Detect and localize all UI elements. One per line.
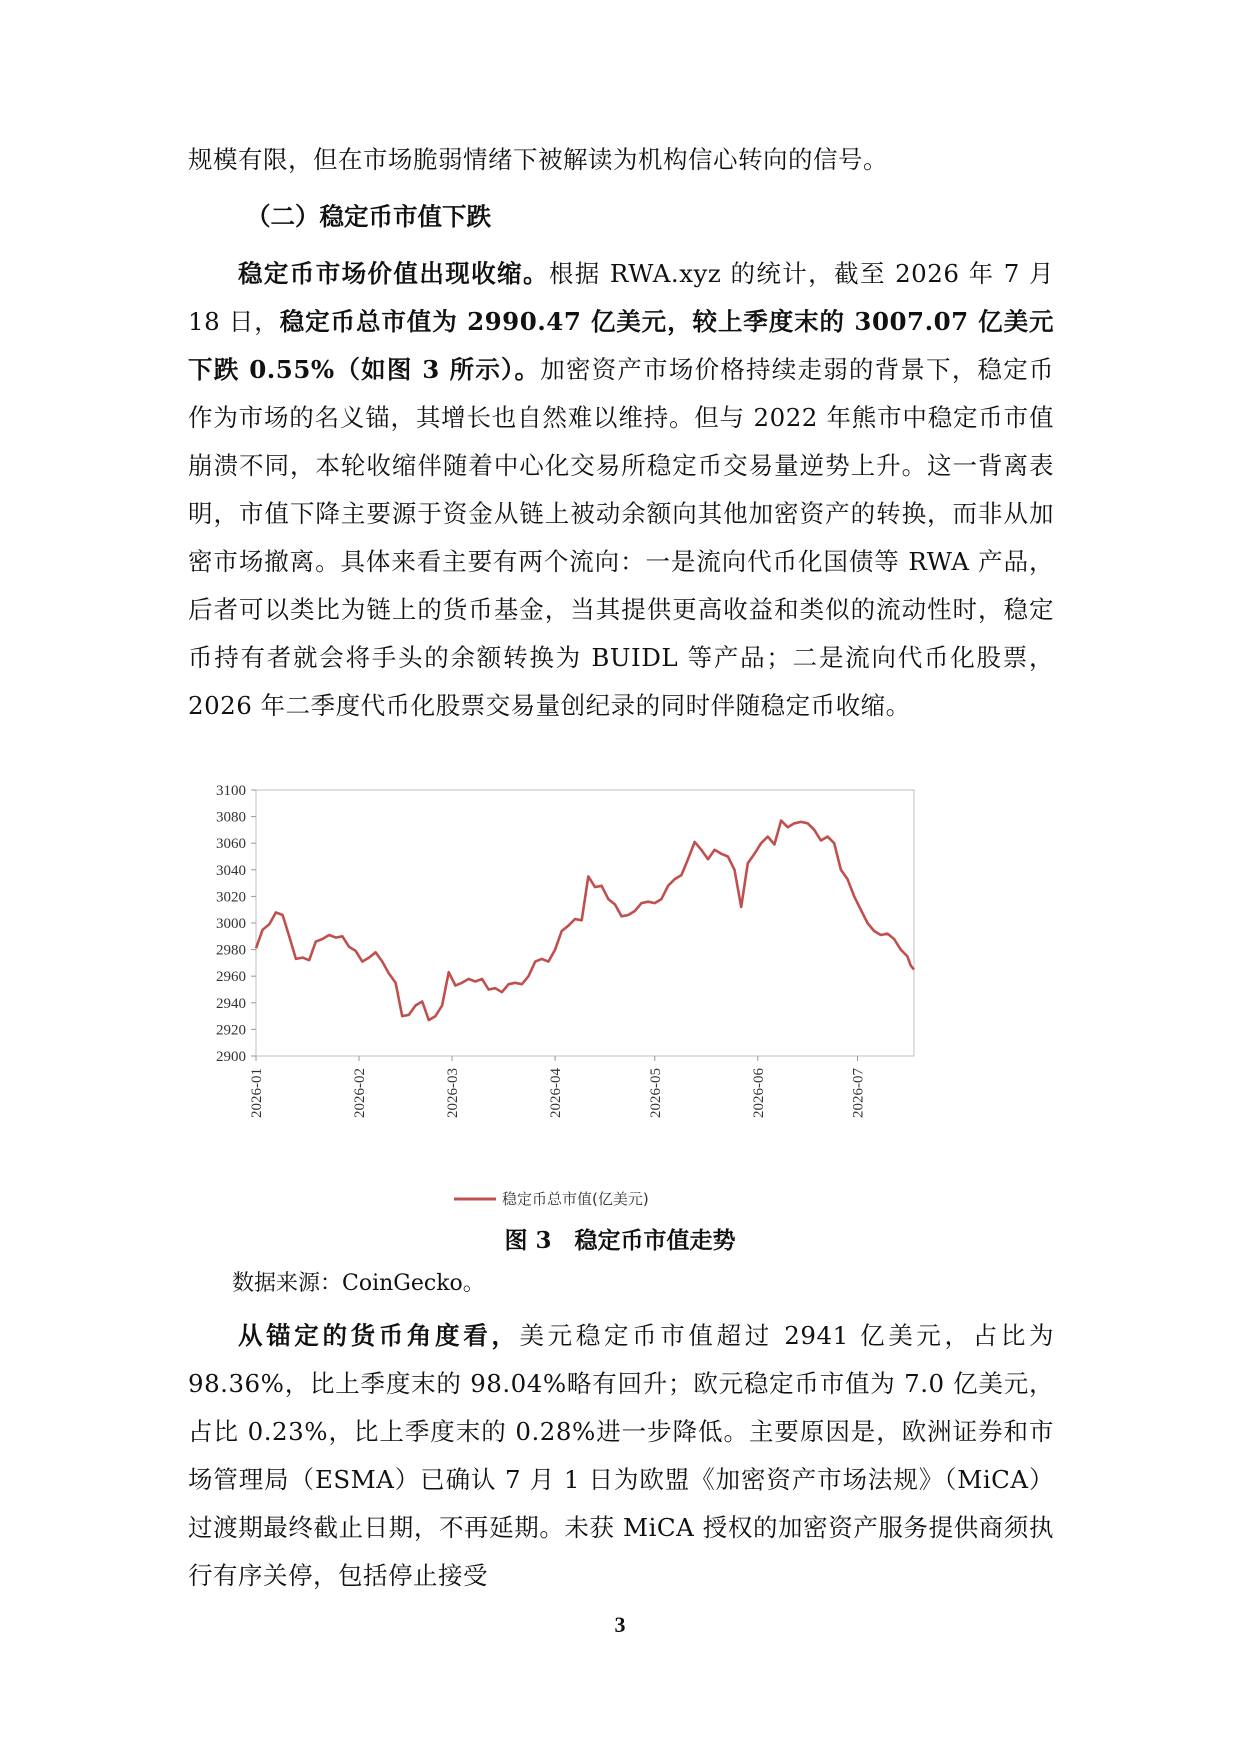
x-tick-label: 2026-05: [647, 1068, 664, 1118]
y-tick-label: 3000: [216, 916, 246, 932]
paragraph-text: 根据 RWA.xyz 的统计，截至 2026 年 7 月 18 日，: [188, 259, 1054, 336]
section-heading: （二）稳定币市值下跌: [246, 202, 491, 231]
paragraph-currency-peg: [188, 1312, 1054, 1600]
y-tick-label: 3020: [216, 889, 246, 906]
y-tick-label: 2980: [216, 942, 246, 959]
page-number: 3: [614, 1612, 626, 1637]
y-tick-label: 2900: [216, 1049, 246, 1065]
paragraph-lead: 稳定币市场价值出现收缩。: [238, 259, 549, 288]
series-line: [256, 821, 914, 1021]
paragraph-text: 美元稳定币市值超过 2941 亿美元，占比为 98.36%，比上季度末的 98.04%略有回升；欧元稳定币市值为 7.0 亿美元，占比 0.23%，比上季度末的 0.28%进一步降低。主要原因是，欧洲证券和市场管理局（ESMA）已确认 7 月 1 日为欧盟《加密资产市场法规》（MiCA）过渡期最终截止日期，不再延期。未获 MiCA 授权的加密资产服务提供商须执行有序关停，包括停止接受: [188, 1321, 1054, 1590]
data-source: 数据来源：CoinGecko。: [232, 1271, 485, 1296]
paragraph-continuation: 规模有限，但在市场脆弱情绪下被解读为机构信心转向的信号。: [188, 145, 888, 174]
paragraph-bold-statement: 稳定币总市值为 2990.47 亿美元，较上季度末的 3007.07 亿美元下跌 0.55%（如图 3 所示）。: [188, 307, 1054, 384]
x-tick-label: 2026-07: [850, 1068, 867, 1118]
y-tick-label: 2960: [216, 969, 246, 986]
legend-label: 稳定币总市值(亿美元): [502, 1190, 649, 1208]
x-tick-label: 2026-02: [352, 1068, 369, 1118]
y-tick-label: 2920: [216, 1022, 246, 1039]
chart-svg: [190, 768, 1050, 1218]
figure-caption: 图 3 稳定币市值走势: [504, 1227, 736, 1254]
x-tick-label: 2026-04: [548, 1068, 565, 1118]
y-tick-label: 3100: [216, 783, 246, 799]
paragraph-market-value: [188, 250, 1054, 730]
x-tick-label: 2026-06: [750, 1068, 767, 1118]
paragraph-lead: 从锚定的货币角度看，: [238, 1321, 520, 1350]
y-tick-label: 2940: [216, 995, 246, 1012]
x-tick-label: 2026-03: [445, 1068, 462, 1118]
y-tick-label: 3040: [216, 862, 246, 879]
stablecoin-market-cap-chart: [190, 768, 1050, 1218]
y-tick-label: 3080: [216, 809, 246, 826]
x-tick-label: 2026-01: [249, 1068, 265, 1118]
y-tick-label: 3060: [216, 836, 246, 853]
paragraph-text: 加密资产市场价格持续走弱的背景下，稳定币作为市场的名义锚，其增长也自然难以维持。但与 2022 年熊市中稳定币市值崩溃不同，本轮收缩伴随着中心化交易所稳定币交易量逆势上升。这一背离表明，市值下降主要源于资金从链上被动余额向其他加密资产的转换，而非从加密市场撤离。具体来看主要有两个流向：一是流向代币化国债等 RWA 产品，后者可以类比为链上的货币基金，当其提供更高收益和类似的流动性时，稳定币持有者就会将手头的余额转换为 BUIDL 等产品；二是流向代币化股票，2026 年二季度代币化股票交易量创纪录的同时伴随稳定币收缩。: [188, 355, 1054, 720]
